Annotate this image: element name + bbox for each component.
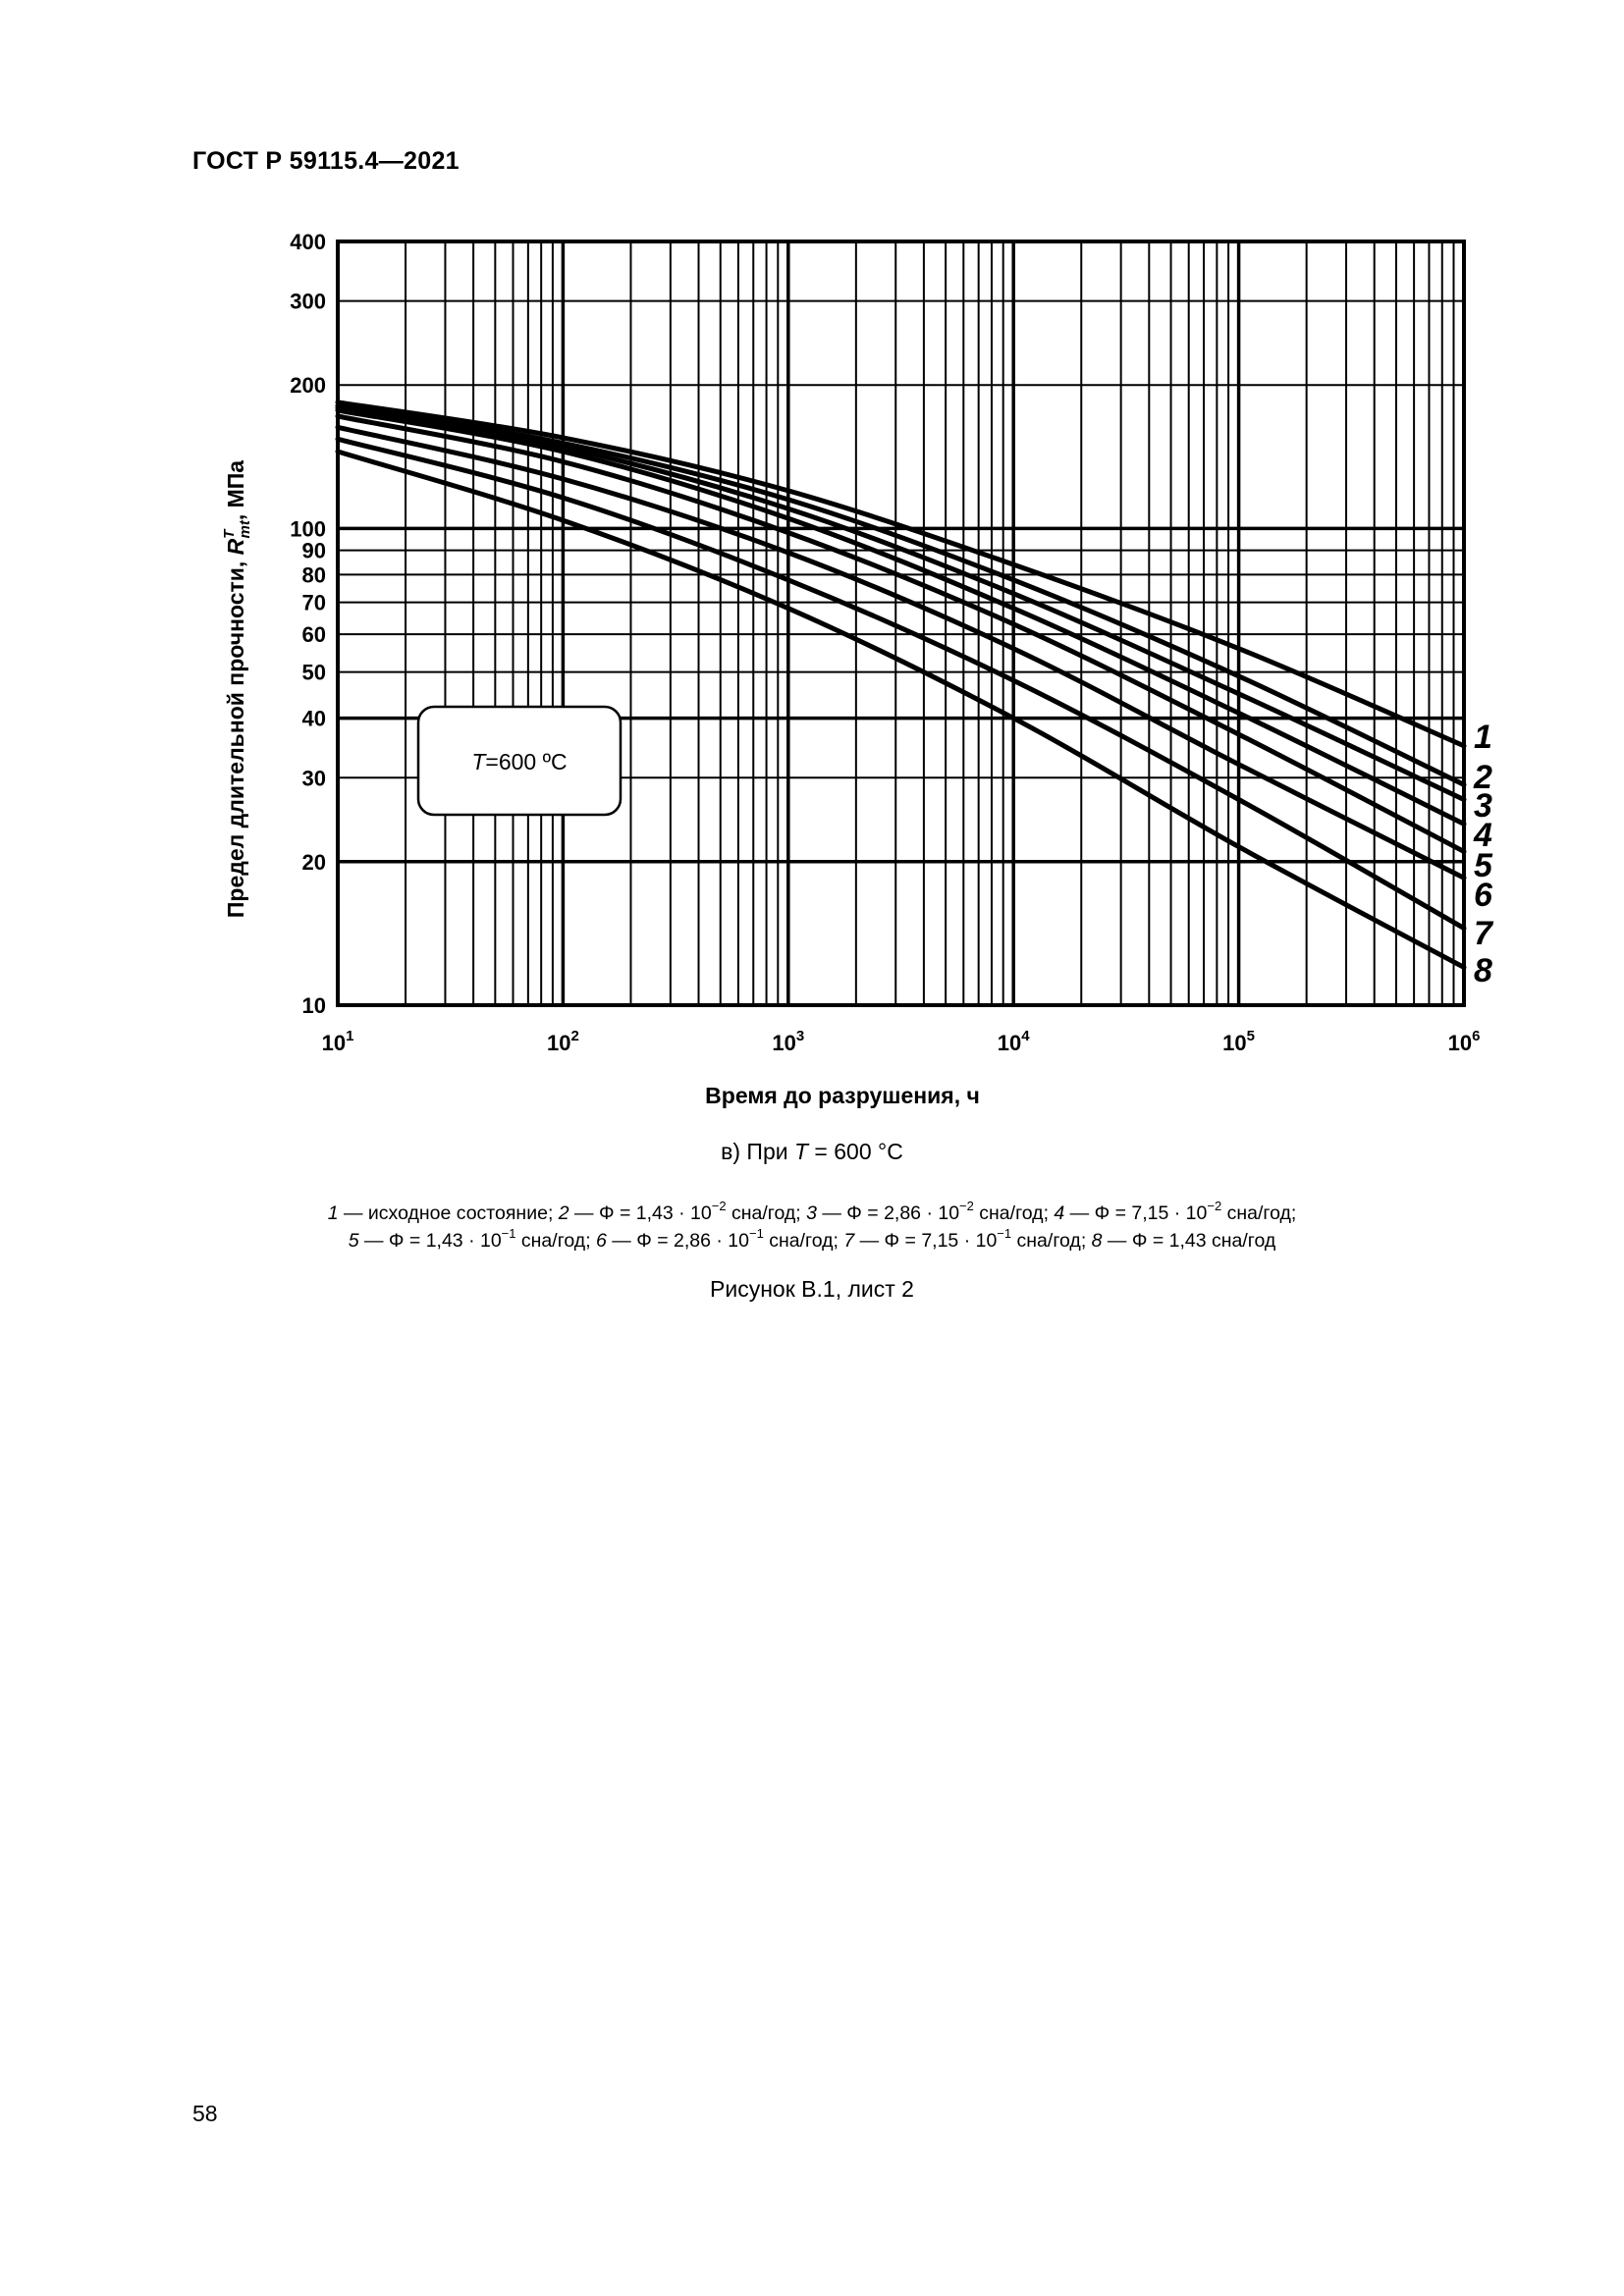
y-tick-labels [290, 230, 326, 1018]
y-tick-label: 100 [290, 516, 326, 542]
legend-separator: ; [547, 1202, 559, 1224]
legend-item-number: 1 [327, 1202, 339, 1224]
y-tick-label: 300 [290, 289, 326, 314]
y-tick-label: 30 [301, 766, 326, 791]
legend-separator: ; [1290, 1202, 1297, 1224]
legend-item-8 [1092, 1230, 1276, 1252]
document-header: ГОСТ Р 59115.4—2021 [192, 147, 460, 175]
plot-frame [338, 241, 1464, 1005]
series-line-7 [338, 439, 1464, 928]
legend-separator: ; [1043, 1202, 1055, 1224]
series-label-2: 2 [1474, 759, 1492, 796]
legend-item-number: 4 [1054, 1202, 1065, 1224]
legend-item-number: 2 [558, 1202, 569, 1224]
series-labels [1473, 719, 1494, 989]
legend-item-text: — Φ = 1,43 · 10 [358, 1230, 502, 1252]
series-label-8: 8 [1474, 952, 1492, 989]
legend-separator: ; [585, 1230, 597, 1252]
legend-item-2 [558, 1198, 807, 1224]
legend-item-unit: сна/год [973, 1202, 1044, 1224]
y-tick-label: 70 [301, 590, 326, 615]
legend-item-text: — исходное состояние [338, 1202, 548, 1224]
page-number: 58 [192, 2101, 218, 2126]
y-axis-label-symbol: R [223, 538, 248, 556]
x-tick-label: $10^4$ [997, 1028, 1030, 1055]
legend-item-exponent: −2 [959, 1198, 974, 1213]
legend-item-number: 8 [1091, 1230, 1103, 1252]
sub-caption-suffix: = 600 °C [808, 1139, 903, 1164]
series-label-1: 1 [1474, 719, 1492, 756]
series-lines [338, 402, 1464, 968]
legend-item-number: 6 [596, 1230, 607, 1252]
grid [338, 241, 1464, 1005]
legend-item-6 [596, 1225, 844, 1252]
chart [0, 0, 1624, 1129]
y-tick-label: 40 [301, 706, 326, 731]
series-label-4: 4 [1474, 817, 1492, 854]
legend-item-unit: сна/год [726, 1202, 796, 1224]
y-axis-label-sub: mt [237, 520, 253, 539]
legend-item-exponent: −2 [711, 1198, 727, 1213]
annotation-value: =600 ºC [485, 749, 568, 774]
annotation-box [418, 707, 621, 815]
series-label-7: 7 [1474, 915, 1492, 952]
y-axis-label-unit: , МПа [223, 459, 248, 521]
annotation-var: T [471, 749, 486, 774]
legend-item-text: — Φ = 2,86 · 10 [606, 1230, 749, 1252]
legend-item-text: — Φ = 7,15 · 10 [1064, 1202, 1208, 1224]
y-tick-label: 50 [301, 660, 326, 685]
series-label-5: 5 [1474, 847, 1492, 884]
y-tick-label: 20 [301, 849, 326, 875]
y-axis-label [221, 460, 253, 918]
sub-caption [0, 1139, 1624, 1165]
legend-item-exponent: −1 [501, 1225, 516, 1241]
y-tick-label: 400 [290, 230, 326, 254]
legend-item-5 [348, 1225, 597, 1252]
legend-item-number: 3 [806, 1202, 817, 1224]
legend-item-text: — Φ = 7,15 · 10 [854, 1230, 998, 1252]
y-tick-label: 80 [301, 562, 326, 588]
sub-caption-prefix: в) При [721, 1139, 794, 1164]
legend-item-text: — Φ = 1,43 сна/год [1102, 1230, 1276, 1252]
x-tick-label: $10^3$ [772, 1028, 805, 1055]
legend-item-unit: сна/год [1221, 1202, 1291, 1224]
x-tick-label: $10^1$ [321, 1028, 354, 1055]
series-label-3: 3 [1474, 787, 1492, 825]
y-tick-label: 200 [290, 373, 326, 399]
legend-item-number: 5 [348, 1230, 359, 1252]
sub-caption-var: T [793, 1139, 809, 1164]
figure-caption: Рисунок В.1, лист 2 [710, 1276, 914, 1302]
legend-item-3 [806, 1198, 1055, 1224]
x-tick-labels [322, 1028, 1481, 1055]
legend-item-unit: сна/год [763, 1230, 834, 1252]
legend-item-7 [843, 1225, 1092, 1252]
x-tick-label: $10^6$ [1447, 1028, 1481, 1055]
x-axis-label: Время до разрушения, ч [705, 1083, 980, 1108]
y-tick-label: 60 [301, 622, 326, 648]
y-tick-label: 10 [301, 993, 326, 1018]
x-tick-label: $10^5$ [1222, 1028, 1256, 1055]
legend-item-exponent: −2 [1207, 1198, 1222, 1213]
series-label-6: 6 [1474, 877, 1492, 914]
legend-item-exponent: −1 [748, 1225, 764, 1241]
legend-text [147, 1200, 1477, 1255]
legend-separator: ; [795, 1202, 807, 1224]
legend-item-text: — Φ = 2,86 · 10 [816, 1202, 960, 1224]
legend-item-4 [1054, 1198, 1297, 1224]
legend-item-text: — Φ = 1,43 · 10 [568, 1202, 712, 1224]
legend-separator: ; [1080, 1230, 1092, 1252]
legend-item-number: 7 [843, 1230, 855, 1252]
legend-item-unit: сна/год [1011, 1230, 1081, 1252]
legend-item-1 [328, 1202, 559, 1224]
y-axis-label-sup: T [221, 529, 238, 539]
y-axis-label-main: Предел длительной прочности, [223, 555, 248, 919]
annotation-text [471, 749, 567, 774]
legend-item-exponent: −1 [997, 1225, 1012, 1241]
legend-item-unit: сна/год [515, 1230, 586, 1252]
x-tick-label: $10^2$ [546, 1028, 579, 1055]
legend-separator: ; [833, 1230, 844, 1252]
y-tick-label: 90 [301, 538, 326, 563]
